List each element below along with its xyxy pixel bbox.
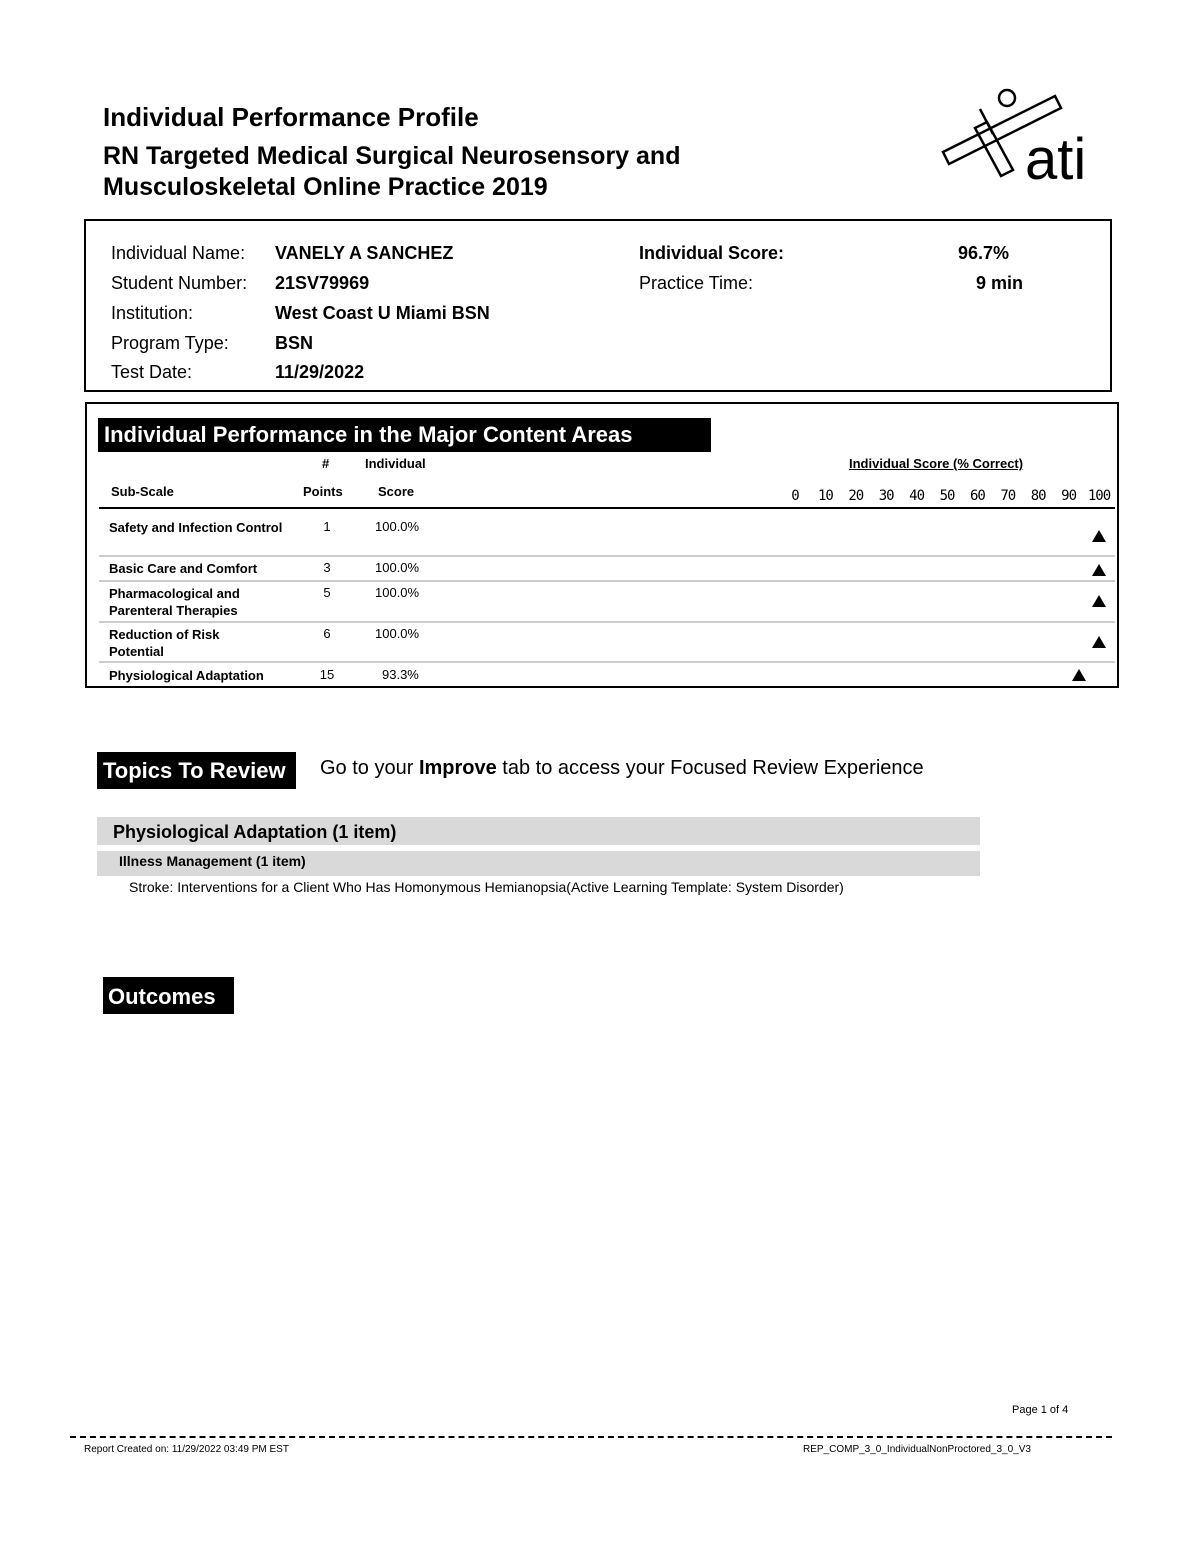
topics-intro-post: tab to access your Focused Review Experience [496, 757, 924, 779]
score-label: Individual Score: [639, 243, 785, 263]
topic-category: Physiological Adaptation (1 item) [97, 817, 980, 845]
row-score-physiological: 93.3% [382, 667, 419, 682]
row-divider [99, 621, 1115, 623]
axis-tick-80: 80 [1030, 488, 1046, 504]
points-hash-header: # [322, 456, 330, 471]
axis-tick-90: 90 [1061, 488, 1077, 504]
row-score-pharm: 100.0% [375, 585, 420, 600]
report-code: REP_COMP_3_0_IndividualNonProctored_3_0_V3 [803, 1444, 1031, 1455]
program-type-value: BSN [275, 333, 314, 353]
axis-tick-70: 70 [1000, 488, 1016, 504]
score-value: 96.7% [958, 243, 1010, 263]
program-type-label: Program Type: [111, 333, 229, 353]
footer-divider [70, 1436, 1112, 1438]
row-name-pharm: Pharmacological and Parenteral Therapies [109, 586, 240, 618]
institution-label: Institution: [111, 303, 194, 323]
report-created: Report Created on: 11/29/2022 03:49 PM EST [84, 1444, 289, 1455]
name-value: VANELY A SANCHEZ [275, 243, 454, 263]
institution-value: West Coast U Miami BSN [275, 303, 490, 323]
score-marker [1092, 636, 1106, 648]
test-name-line2: Musculoskeletal Online Practice 2019 [103, 173, 548, 201]
ati-logo-text: ati [1025, 127, 1087, 184]
header-rule [99, 507, 1115, 509]
row-points-risk: 6 [323, 626, 331, 641]
ati-logo [935, 84, 1110, 184]
improve-tab-link: Improve [418, 757, 497, 779]
test-name-line1: RN Targeted Medical Surgical Neurosensory and [103, 142, 681, 170]
row-divider [99, 661, 1115, 663]
test-name [103, 141, 863, 203]
student-number-label: Student Number: [111, 273, 248, 293]
row-points-safety: 1 [323, 519, 331, 534]
content-areas-heading: Individual Performance in the Major Content Areas [98, 418, 711, 452]
row-points-physiological: 15 [319, 667, 335, 682]
points-header: Points [303, 484, 343, 499]
score-header: Score [378, 484, 415, 499]
individual-header: Individual [365, 456, 426, 471]
axis-tick-50: 50 [939, 488, 955, 504]
row-score-risk: 100.0% [375, 626, 420, 641]
row-name-safety: Safety and Infection Control [109, 520, 283, 535]
axis-tick-10: 10 [817, 488, 833, 504]
row-divider [99, 580, 1115, 582]
topic-subcategory: Illness Management (1 item) [97, 851, 980, 876]
topic-item: Stroke: Interventions for a Client Who Has Homonymous Hemianopsia(Active Learning Template: System Disorder) [129, 879, 844, 895]
row-divider [99, 555, 1115, 557]
row-score-basic-care: 100.0% [375, 560, 420, 575]
row-score-safety: 100.0% [375, 519, 420, 534]
topics-intro [320, 757, 924, 780]
content-areas-box [85, 402, 1119, 688]
row-name-risk: Reduction of Risk Potential [109, 627, 220, 659]
test-date-label: Test Date: [111, 362, 193, 382]
report-title: Individual Performance Profile [103, 102, 479, 132]
name-label: Individual Name: [111, 243, 246, 263]
practice-time-label: Practice Time: [639, 273, 754, 293]
axis-tick-40: 40 [909, 488, 925, 504]
student-info-box [84, 219, 1112, 392]
axis-tick-30: 30 [878, 488, 894, 504]
row-points-pharm: 5 [323, 585, 331, 600]
axis-tick-100: 100 [1087, 488, 1111, 504]
score-marker [1092, 595, 1106, 607]
row-name-basic-care: Basic Care and Comfort [109, 561, 258, 576]
test-date-value: 11/29/2022 [275, 362, 365, 382]
chart-title: Individual Score (% Correct) [849, 456, 1024, 471]
score-marker [1092, 564, 1106, 576]
row-name-physiological: Physiological Adaptation [109, 668, 264, 683]
axis-tick-60: 60 [969, 488, 985, 504]
score-marker [1092, 530, 1106, 542]
outcomes-badge: Outcomes [103, 977, 234, 1014]
axis-tick-20: 20 [848, 488, 864, 504]
axis-tick-0: 0 [791, 488, 799, 504]
row-points-basic-care: 3 [323, 560, 331, 575]
score-marker [1072, 669, 1086, 681]
topics-to-review-badge: Topics To Review [97, 752, 296, 789]
practice-time-value: 9 min [976, 273, 1024, 293]
page-number: Page 1 of 4 [1012, 1404, 1069, 1416]
student-number-value: 21SV79969 [275, 273, 370, 293]
topics-intro-pre: Go to your [320, 757, 419, 779]
subscale-header: Sub-Scale [111, 484, 174, 499]
